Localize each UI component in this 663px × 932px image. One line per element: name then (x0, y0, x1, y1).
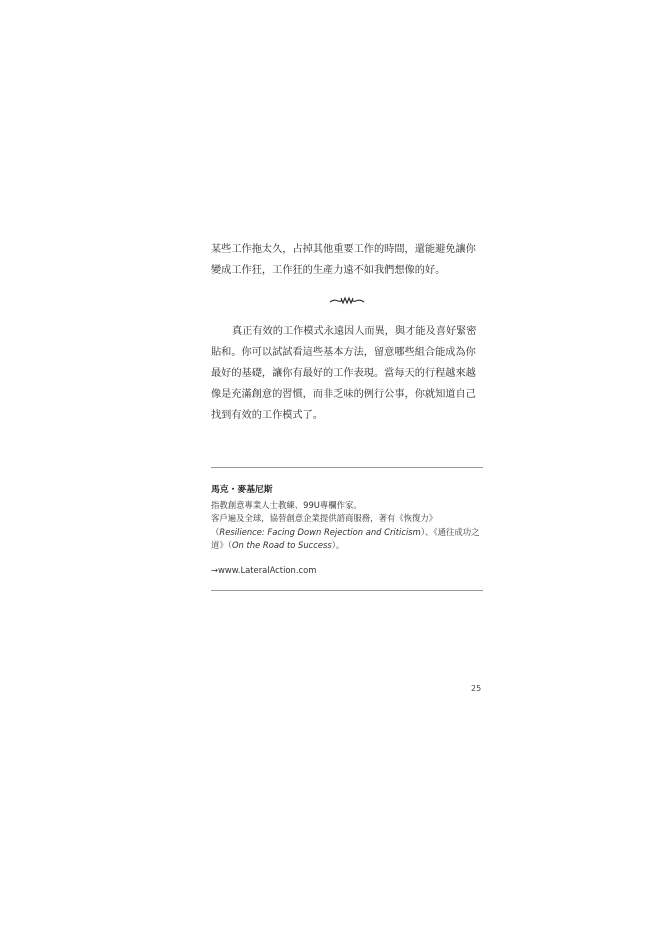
book-title-1: Resilience: Facing Down Rejection and Criticism (219, 526, 421, 537)
book-title-2: On the Road to Success (231, 540, 332, 551)
author-bio-line-2 (211, 512, 483, 553)
body-paragraph-2: 真正有效的工作模式永遠因人而異，與才能及喜好緊密貼和。你可以試試看這些基本方法，留意哪些組合能成為你最好的基礎，讓你有最好的工作表現。當每天的行程越來越像是充滿創意的習慣，而非乏味的例行公事，你就知道自己找到有效的工作模式了。 (211, 326, 477, 421)
bio-bottom-rule (211, 590, 483, 591)
author-bio-text: ）、《通往成功之道》（ (211, 526, 480, 551)
page-number: 25 (471, 684, 482, 693)
author-name: 馬克・麥基尼斯 (211, 485, 273, 495)
author-bio-text: ）。 (331, 540, 345, 551)
bio-top-rule (211, 467, 483, 468)
author-bio-line-1: 指教創意專業人士教練、99U專欄作家。 (211, 499, 362, 510)
author-website-link[interactable]: →www.LateralAction.com (211, 564, 317, 575)
author-bio-text: 客戶遍及全球，協替創意企業提供諮商服務，著有《恢復力》（ (211, 513, 438, 537)
floral-divider-icon (329, 296, 365, 306)
body-paragraph-1: 某些工作拖太久，占掉其他重要工作的時間，還能避免讓你變成工作狂，工作狂的生產力遠不如我們想像的好。 (211, 244, 476, 276)
author-bio (211, 484, 483, 578)
